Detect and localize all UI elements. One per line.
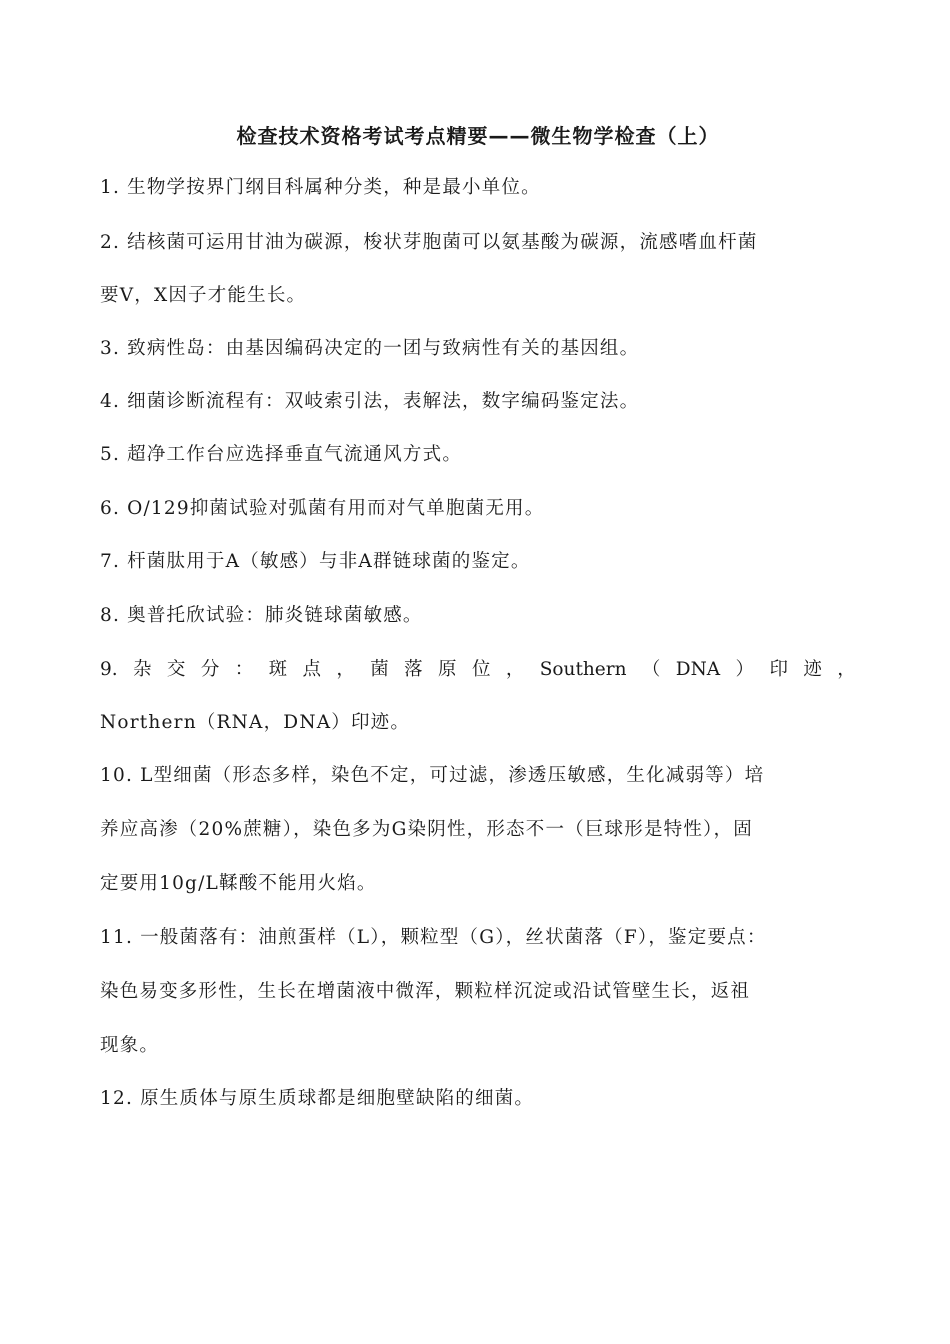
- word: 斑: [268, 659, 288, 680]
- word: ：: [234, 659, 254, 680]
- word: 位: [471, 659, 491, 680]
- text-line: 1. 生物学按界门纲目科属种分类，种是最小单位。: [100, 177, 541, 198]
- text-line: 染色易变多形性，生长在增菌液中微浑，颗粒样沉淀或沿试管壁生长，返祖: [100, 981, 751, 1002]
- word: Southern: [539, 659, 627, 680]
- word: 杂: [133, 659, 152, 680]
- word: 印: [769, 659, 788, 680]
- word: ，: [336, 659, 355, 680]
- text-line: Northern（RNA，DNA）印迹。: [100, 712, 411, 733]
- text-line: 10. L型细菌（形态多样，染色不定，可过滤，渗透压敏感，生化减弱等）培: [100, 765, 765, 786]
- text-line: 12. 原生质体与原生质球都是细胞壁缺陷的细菌。: [100, 1088, 535, 1109]
- word: 落: [404, 659, 423, 680]
- text-line: 定要用10g/L鞣酸不能用火焰。: [100, 873, 377, 894]
- document-title: 检查技术资格考试考点精要——微生物学检查（上）: [236, 124, 720, 148]
- text-line: 7. 杆菌肽用于A（敏感）与非A群链球菌的鉴定。: [100, 551, 531, 572]
- text-line: 要V，X因子才能生长。: [100, 285, 307, 306]
- word: 分: [200, 659, 220, 680]
- word: 9.: [100, 659, 118, 680]
- word: 交: [166, 659, 186, 680]
- text-line: 现象。: [100, 1035, 160, 1056]
- text-line: 3. 致病性岛：由基因编码决定的一团与致病性有关的基因组。: [100, 338, 640, 359]
- text-line-item-9: [100, 652, 856, 688]
- word: 菌: [370, 659, 389, 680]
- word: 原: [438, 659, 457, 680]
- word: 迹: [803, 659, 822, 680]
- text-line: 2. 结核菌可运用甘油为碳源，梭状芽胞菌可以氨基酸为碳源，流感嗜血杆菌: [100, 232, 758, 253]
- text-line: 4. 细菌诊断流程有：双岐索引法，表解法，数字编码鉴定法。: [100, 391, 640, 412]
- word: 点: [302, 659, 321, 680]
- word: ，: [837, 659, 856, 680]
- word: （: [641, 659, 661, 680]
- word: DNA: [675, 659, 721, 680]
- text-line: 养应高渗（20%蔗糖），染色多为G染阴性，形态不一（巨球形是特性），固: [100, 819, 753, 840]
- text-line: 11. 一般菌落有：油煎蛋样（L），颗粒型（G），丝状菌落（F），鉴定要点：: [100, 927, 767, 948]
- word: ，: [505, 659, 525, 680]
- text-line: 8. 奥普托欣试验：肺炎链球菌敏感。: [100, 605, 423, 626]
- text-line: 6. O/129抑菌试验对弧菌有用而对气单胞菌无用。: [100, 498, 545, 519]
- text-line: 5. 超净工作台应选择垂直气流通风方式。: [100, 444, 463, 465]
- word: ）: [735, 659, 755, 680]
